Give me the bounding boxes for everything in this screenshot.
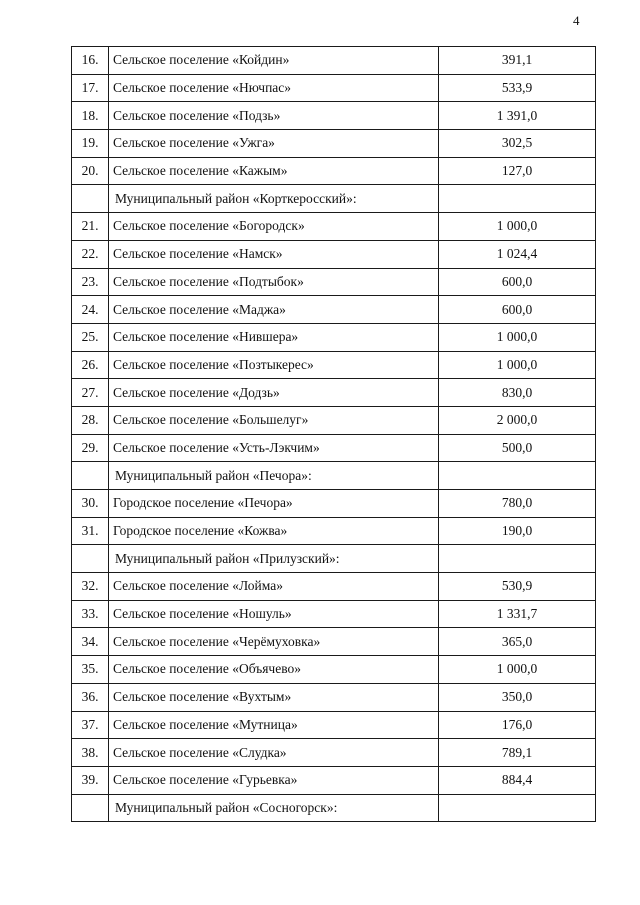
allocation-value: 2 000,0 [439,406,596,434]
table-row [72,323,596,351]
allocation-value: 1 000,0 [439,351,596,379]
allocation-value: 1 391,0 [439,102,596,130]
row-number: 18. [72,102,109,130]
allocation-value: 500,0 [439,434,596,462]
allocation-value: 1 000,0 [439,656,596,684]
allocation-value: 127,0 [439,157,596,185]
row-number: 25. [72,323,109,351]
row-number: 39. [72,766,109,794]
allocation-value: 1 000,0 [439,213,596,241]
allocation-value [439,185,596,213]
row-number: 17. [72,74,109,102]
table-row [72,434,596,462]
settlement-name: Сельское поселение «Лойма» [109,573,439,601]
row-number: 36. [72,683,109,711]
settlement-name: Муниципальный район «Прилузский»: [109,545,439,573]
row-number [72,545,109,573]
table-row [72,766,596,794]
row-number: 19. [72,130,109,158]
settlement-name: Сельское поселение «Мутница» [109,711,439,739]
settlement-name: Муниципальный район «Печора»: [109,462,439,490]
row-number [72,185,109,213]
settlement-name: Сельское поселение «Додзь» [109,379,439,407]
district-row [72,545,596,573]
table-row [72,296,596,324]
row-number: 35. [72,656,109,684]
settlement-name: Сельское поселение «Подзь» [109,102,439,130]
table-row [72,573,596,601]
row-number: 29. [72,434,109,462]
settlement-name: Сельское поселение «Черёмуховка» [109,628,439,656]
district-row [72,794,596,822]
settlement-name: Сельское поселение «Ужга» [109,130,439,158]
allocation-value: 365,0 [439,628,596,656]
settlement-name: Сельское поселение «Кажым» [109,157,439,185]
table-row [72,47,596,75]
settlement-name: Сельское поселение «Богородск» [109,213,439,241]
district-row [72,462,596,490]
row-number: 27. [72,379,109,407]
allocation-value: 600,0 [439,296,596,324]
allocation-value: 533,9 [439,74,596,102]
table-row [72,628,596,656]
row-number: 38. [72,739,109,767]
table-row [72,490,596,518]
page-number: 4 [573,13,580,28]
settlement-name: Муниципальный район «Сосногорск»: [109,794,439,822]
settlement-name: Муниципальный район «Корткеросский»: [109,185,439,213]
row-number [72,794,109,822]
settlement-name: Сельское поселение «Слудка» [109,739,439,767]
row-number: 22. [72,240,109,268]
allocation-value [439,462,596,490]
allocation-value: 302,5 [439,130,596,158]
settlement-name: Сельское поселение «Маджа» [109,296,439,324]
table-row [72,268,596,296]
allocation-value: 600,0 [439,268,596,296]
table-row [72,711,596,739]
table-row [72,656,596,684]
settlement-name: Сельское поселение «Гурьевка» [109,766,439,794]
row-number: 32. [72,573,109,601]
table-row [72,351,596,379]
row-number: 31. [72,517,109,545]
row-number: 20. [72,157,109,185]
allocation-value [439,545,596,573]
district-row [72,185,596,213]
settlement-name: Сельское поселение «Койдин» [109,47,439,75]
settlement-name: Сельское поселение «Объячево» [109,656,439,684]
row-number: 21. [72,213,109,241]
allocation-value: 884,4 [439,766,596,794]
allocation-value: 1 000,0 [439,323,596,351]
table-row [72,74,596,102]
settlement-name: Сельское поселение «Усть-Лэкчим» [109,434,439,462]
table-row [72,213,596,241]
settlements-table [71,46,596,822]
row-number: 23. [72,268,109,296]
row-number: 30. [72,490,109,518]
settlement-name: Сельское поселение «Вухтым» [109,683,439,711]
allocation-value: 391,1 [439,47,596,75]
table-row [72,517,596,545]
settlement-name: Сельское поселение «Ношуль» [109,600,439,628]
row-number [72,462,109,490]
table-row [72,600,596,628]
row-number: 33. [72,600,109,628]
allocation-value: 530,9 [439,573,596,601]
allocation-value: 780,0 [439,490,596,518]
table-row [72,130,596,158]
row-number: 28. [72,406,109,434]
row-number: 34. [72,628,109,656]
row-number: 37. [72,711,109,739]
table-row [72,157,596,185]
row-number: 24. [72,296,109,324]
table-row [72,739,596,767]
table-row [72,683,596,711]
settlement-name: Сельское поселение «Нившера» [109,323,439,351]
allocation-value: 1 331,7 [439,600,596,628]
allocation-value: 830,0 [439,379,596,407]
settlement-name: Сельское поселение «Подтыбок» [109,268,439,296]
table-row [72,240,596,268]
settlement-name: Сельское поселение «Большелуг» [109,406,439,434]
row-number: 26. [72,351,109,379]
row-number: 16. [72,47,109,75]
settlement-name: Городское поселение «Печора» [109,490,439,518]
allocation-value: 350,0 [439,683,596,711]
table-row [72,379,596,407]
table-row [72,406,596,434]
settlement-name: Сельское поселение «Нючпас» [109,74,439,102]
settlement-name: Сельское поселение «Позтыкерес» [109,351,439,379]
table-row [72,102,596,130]
allocation-value [439,794,596,822]
allocation-value: 1 024,4 [439,240,596,268]
allocation-value: 176,0 [439,711,596,739]
allocation-value: 190,0 [439,517,596,545]
settlement-name: Городское поселение «Кожва» [109,517,439,545]
settlement-name: Сельское поселение «Намск» [109,240,439,268]
allocation-value: 789,1 [439,739,596,767]
